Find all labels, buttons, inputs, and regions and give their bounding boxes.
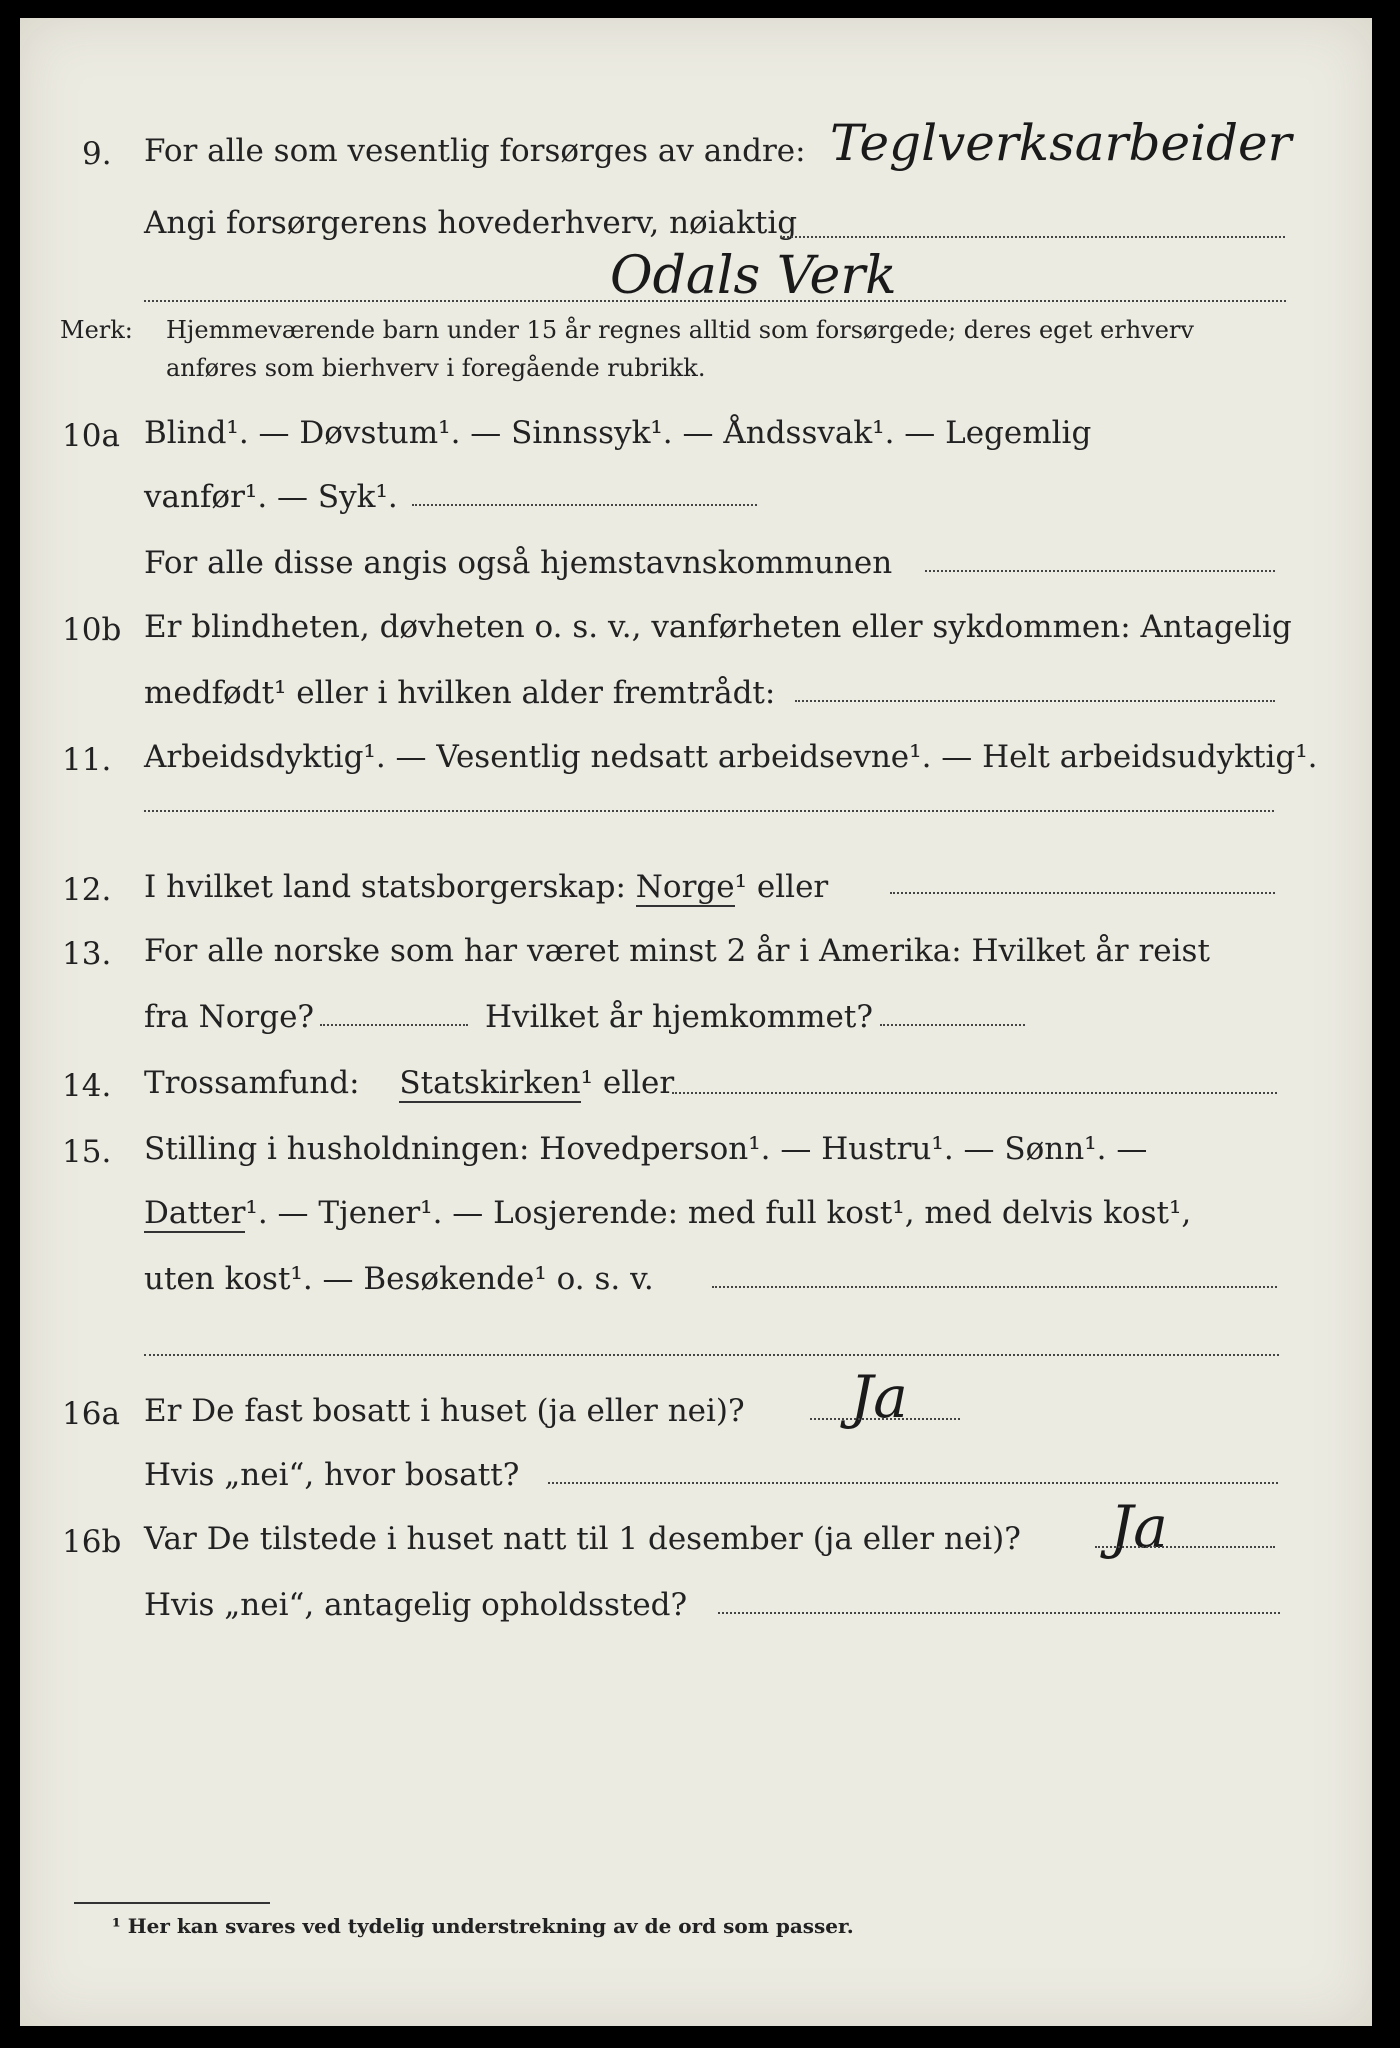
q11-field xyxy=(144,810,1274,812)
q15-line2-wrap xyxy=(144,1195,1192,1231)
q11-number: 11. xyxy=(62,742,112,778)
q13-line1: For alle norske som har været minst 2 år i Amerika: Hvilket år reist xyxy=(144,933,1210,969)
q12-field xyxy=(890,892,1275,894)
q10a-line3: For alle disse angis også hjemstavnskommunen xyxy=(144,545,893,581)
q13-reist-field xyxy=(320,1024,468,1026)
q10b-field xyxy=(795,700,1275,702)
q16b-answer-field xyxy=(1095,1546,1275,1548)
q14-field xyxy=(672,1092,1277,1094)
q16a-answer-field xyxy=(810,1418,960,1420)
q12-number: 12. xyxy=(62,872,112,908)
footnote: ¹ Her kan svares ved tydelig understrekning av de ord som passer. xyxy=(112,1914,854,1938)
q12-norge: Norge xyxy=(635,869,735,905)
q9-answer-line1: Teglverksarbeider xyxy=(830,114,1292,172)
q10b-number: 10b xyxy=(62,612,122,648)
q13-hjemkommet-field xyxy=(880,1024,1025,1026)
q13-line2b: Hvilket år hjemkommet? xyxy=(485,999,873,1035)
q13-line2a: fra Norge? xyxy=(144,999,315,1035)
footnote-rule xyxy=(74,1902,270,1904)
q10a-line1: Blind¹. — Døvstum¹. — Sinnssyk¹. — Åndssvak¹. — Legemlig xyxy=(144,415,1092,451)
q12-line xyxy=(144,869,829,905)
q15-line2: ¹. — Tjener¹. — Losjerende: med full kost¹, med delvis kost¹, xyxy=(245,1195,1192,1231)
q14-suffix: ¹ eller xyxy=(580,1065,675,1101)
q16b-line2: Hvis „nei“, antagelig opholdssted? xyxy=(144,1587,688,1623)
q15-datter: Datter xyxy=(144,1195,246,1231)
q9-answer-line2-field xyxy=(144,300,1286,302)
q12-suffix: ¹ eller xyxy=(734,869,829,905)
q13-number: 13. xyxy=(62,936,112,972)
q11-line1: Arbeidsdyktig¹. — Vesentlig nedsatt arbeidsevne¹. — Helt arbeidsudyktig¹. xyxy=(144,739,1318,775)
q10a-number: 10a xyxy=(62,418,120,454)
q10a-hjemstavn-field xyxy=(925,570,1275,572)
census-form-page xyxy=(20,18,1372,2026)
q14-statskirken: Statskirken xyxy=(399,1065,581,1101)
q10a-syk-field xyxy=(412,504,757,506)
q16b-number: 16b xyxy=(62,1524,122,1560)
q16b-line1: Var De tilstede i huset natt til 1 desember (ja eller nei)? xyxy=(144,1521,1021,1557)
q16b-answer: Ja xyxy=(1110,1493,1168,1561)
q16a-bosatt-field xyxy=(548,1482,1278,1484)
q12-prefix: I hvilket land statsborgerskap: xyxy=(144,869,626,905)
q15-number: 15. xyxy=(62,1134,112,1170)
q14-number: 14. xyxy=(62,1068,112,1104)
q14-line xyxy=(144,1065,675,1101)
q9-line1: For alle som vesentlig forsørges av andre: xyxy=(144,133,806,169)
merk-line1: Hjemmeværende barn under 15 år regnes alltid som forsørgede; deres eget erhverv xyxy=(166,316,1194,344)
q10b-line1: Er blindheten, døvheten o. s. v., vanførheten eller sykdommen: Antagelig xyxy=(144,609,1292,645)
q10a-line2: vanfør¹. — Syk¹. xyxy=(144,479,398,515)
q9-answer-line2: Odals Verk xyxy=(610,246,897,306)
q16a-number: 16a xyxy=(62,1396,120,1432)
q16a-answer: Ja xyxy=(850,1363,908,1431)
q16a-line2: Hvis „nei“, hvor bosatt? xyxy=(144,1457,520,1493)
q9-number: 9. xyxy=(82,136,112,172)
q10b-line2: medfødt¹ eller i hvilken alder fremtrådt: xyxy=(144,675,776,711)
q15-line3: uten kost¹. — Besøkende¹ o. s. v. xyxy=(144,1261,654,1297)
merk-label: Merk: xyxy=(60,316,133,344)
q15-field xyxy=(712,1286,1277,1288)
q15-line1: Stilling i husholdningen: Hovedperson¹. — Hustru¹. — Sønn¹. — xyxy=(144,1131,1148,1167)
q9-line2: Angi forsørgerens hovederhverv, nøiaktig xyxy=(144,205,798,241)
q9-answer-line1-field xyxy=(780,236,1285,238)
q14-prefix: Trossamfund: xyxy=(144,1065,360,1101)
q15-extra-field xyxy=(144,1354,1279,1356)
q16b-opholdssted-field xyxy=(718,1612,1280,1614)
q16a-line1: Er De fast bosatt i huset (ja eller nei)? xyxy=(144,1393,745,1429)
merk-line2: anføres som bierhverv i foregående rubrikk. xyxy=(166,354,706,382)
